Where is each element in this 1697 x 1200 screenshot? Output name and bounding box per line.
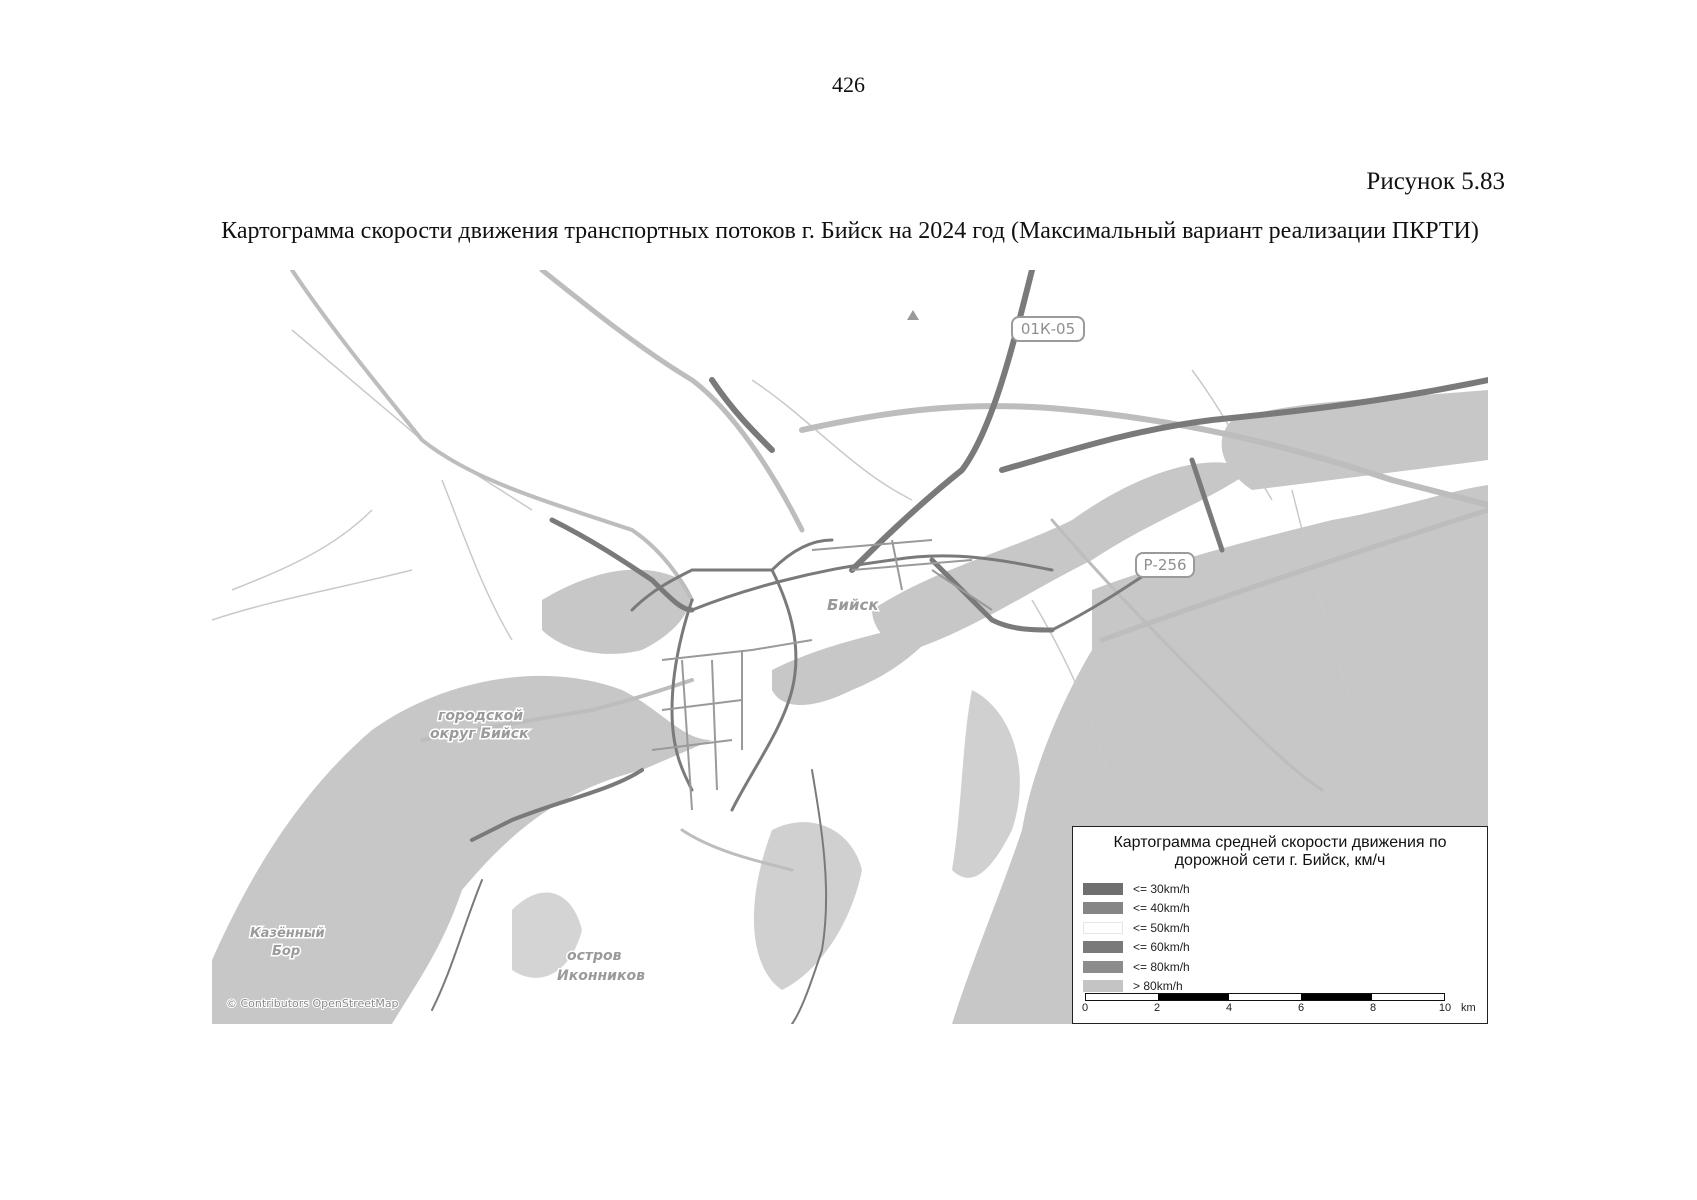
map-credit: © Contributors OpenStreetMap [226, 997, 399, 1010]
legend-item-label: > 80km/h [1133, 979, 1183, 994]
district-label-line1: городской [438, 708, 524, 724]
scale-bar-ticks [1081, 1001, 1476, 1015]
legend-swatch [1083, 980, 1123, 992]
legend-title-line2: дорожной сети г. Бийск, км/ч [1174, 852, 1386, 869]
scale-bar-segment [1158, 994, 1230, 1000]
island-label-line1: остров [567, 948, 622, 964]
legend-swatch [1083, 961, 1123, 973]
scale-bar-segments [1085, 993, 1445, 1001]
legend-swatch [1083, 941, 1123, 953]
legend-item [1083, 879, 1190, 899]
scale-bar-segment [1372, 994, 1444, 1000]
scale-unit: km [1461, 1002, 1476, 1014]
island-label-line2: Иконников [557, 968, 645, 984]
page-number: 426 [832, 72, 865, 97]
scale-bar-segment [1301, 994, 1373, 1000]
scale-bar-segment [1229, 994, 1301, 1000]
legend-item-label: <= 30km/h [1133, 881, 1190, 896]
legend-item [1083, 918, 1190, 938]
road-shield-01k05-label: 01К-05 [1020, 320, 1076, 338]
left-area-label-line1: Казённый [250, 926, 325, 941]
scale-tick: 6 [1297, 1002, 1305, 1014]
legend-title [1073, 834, 1487, 870]
legend-item-label: <= 40km/h [1133, 901, 1190, 916]
legend-item [1083, 938, 1190, 958]
legend-item [1083, 957, 1190, 977]
legend-swatch [1083, 922, 1123, 934]
scale-tick: 8 [1369, 1002, 1377, 1014]
legend-title-line1: Картограмма средней скорости движения по [1113, 834, 1447, 851]
legend-swatch [1083, 902, 1123, 914]
scale-bar [1081, 993, 1476, 1015]
left-area-label-line2: Бор [272, 944, 301, 959]
legend-items [1083, 879, 1190, 996]
road-shield-01k05 [1012, 317, 1084, 341]
figure-number: Рисунок 5.83 [1366, 168, 1505, 195]
map-legend [1072, 826, 1488, 1024]
figure-title: Картограмма скорости движения транспортных потоков г. Бийск на 2024 год (Максимальный вариант реализации ПКРТИ) [221, 218, 1479, 244]
city-label: Бийск [827, 596, 879, 614]
scale-bar-segment [1086, 994, 1158, 1000]
legend-item [1083, 899, 1190, 919]
scale-tick: 10 [1438, 1002, 1452, 1014]
legend-swatch [1083, 883, 1123, 895]
road-shield-r256 [1136, 553, 1194, 577]
legend-item-label: <= 50km/h [1133, 920, 1190, 935]
legend-item-label: <= 80km/h [1133, 959, 1190, 974]
scale-tick: 4 [1225, 1002, 1233, 1014]
road-shield-r256-label: Р-256 [1143, 556, 1187, 574]
legend-item-label: <= 60km/h [1133, 940, 1190, 955]
scale-tick: 2 [1153, 1002, 1161, 1014]
district-label-line2: округ Бийск [430, 726, 529, 742]
scale-tick: 0 [1081, 1002, 1089, 1014]
